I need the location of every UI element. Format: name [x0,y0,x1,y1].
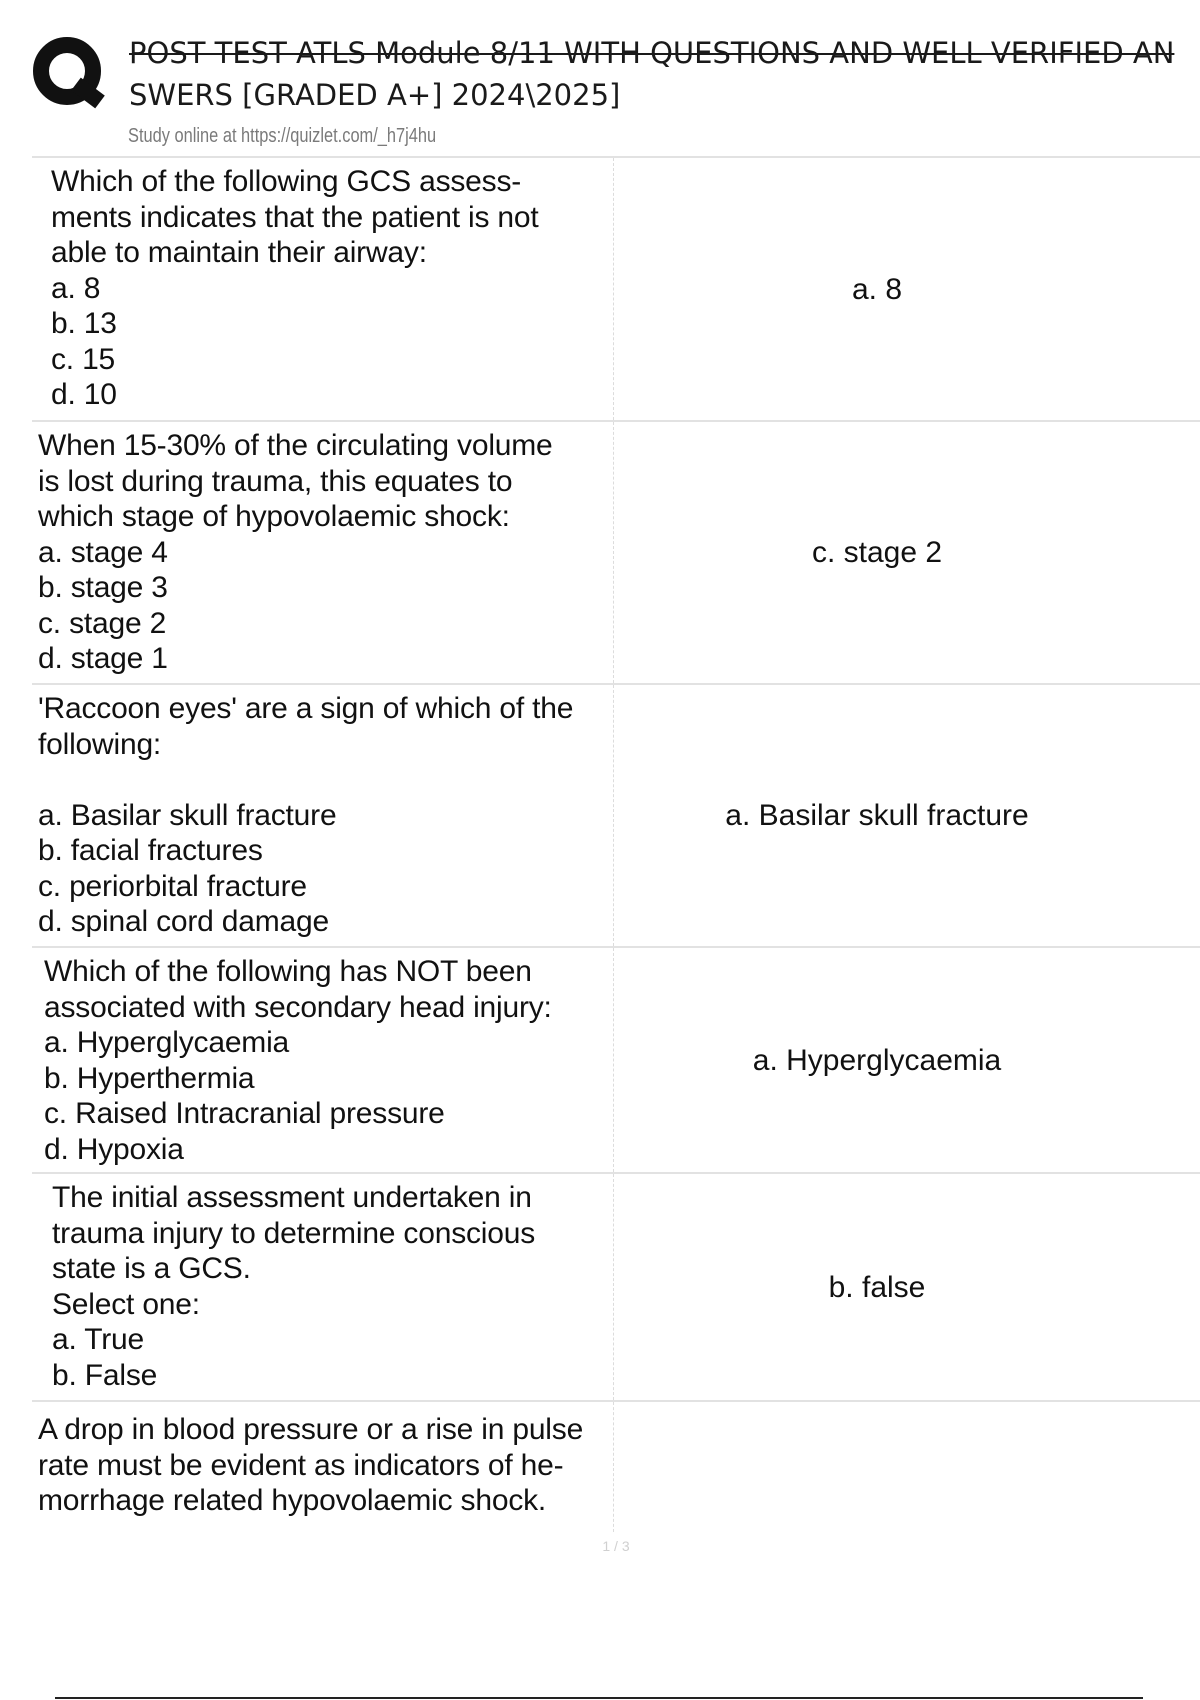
flashcard-row [32,685,1200,948]
flashcard-row [32,422,1200,685]
flashcard-row [32,158,1200,422]
flashcard-row [32,1174,1200,1402]
flashcard-term: A drop in blood pressure or a rise in pulse rate must be evident as indicators of he- morrhage related hypovolaemic shock. [32,1402,614,1532]
flashcard-term: Which of the following GCS assess- ments indicates that the patient is not able to maintain their airway: a. 8 b. 13 c. 15 d. 10 [32,158,614,420]
flashcard-definition: a. Hyperglycaemia [752,1043,1002,1077]
flashcard-definition: b. false [828,1270,926,1304]
flashcard-row [32,948,1200,1174]
flashcard-definition: c. stage 2 [811,536,943,569]
flashcard-term: 'Raccoon eyes' are a sign of which of the following: a. Basilar skull fracture b. facial fractures c. periorbital fracture d. spinal cord damage [32,685,614,946]
page-number: 1 / 3 [602,1538,630,1554]
flashcard-term: Which of the following has NOT been associated with secondary head injury: a. Hyperglycaemia b. Hyperthermia c. Raised Intracranial pressure d. Hypoxia [32,948,614,1172]
flashcard-term: When 15-30% of the circulating volume is lost during trauma, this equates to which stage of hypovolaemic shock: a. stage 4 b. stage 3 c. stage 2 d. stage 1 [32,422,614,683]
study-online-link[interactable]: Study online at https://quizlet.com/_h7j4hu [128,125,437,147]
quizlet-q-logo-icon [32,34,108,110]
flashcard-definition [614,1402,1200,1532]
flashcard-definition: a. 8 [851,272,903,306]
document-title-line-2: SWERS [GRADED A+] 2024\2025] [129,78,621,112]
bottom-divider [55,1697,1143,1699]
flashcard-term: The initial assessment undertaken in trauma injury to determine conscious state is a GCS. Select one: a. True b. False [32,1174,614,1400]
document-header [0,0,1200,158]
flashcard-list [32,158,1200,1532]
flashcard-definition: a. Basilar skull fracture [725,799,1029,832]
document-title-line-1: POST TEST ATLS Module 8/11 WITH QUESTIONS AND WELL VERIFIED AN [129,36,1175,70]
flashcard-row [32,1402,1200,1532]
